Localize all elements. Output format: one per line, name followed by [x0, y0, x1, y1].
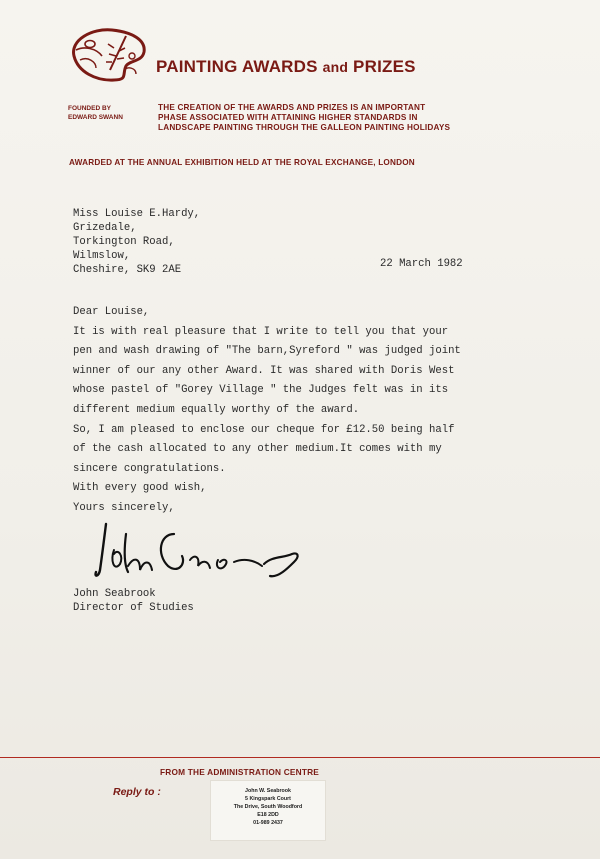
sticker-line: 5 Kingspark Court [245, 796, 291, 802]
creation-line: THE CREATION OF THE AWARDS AND PRIZES IS AN IMPORTANT [158, 103, 426, 112]
awarded-line: AWARDED AT THE ANNUAL EXHIBITION HELD AT THE ROYAL EXCHANGE, LONDON [69, 158, 415, 167]
title-main: PAINTING AWARDS [156, 57, 318, 76]
signer-name: John Seabrook [73, 588, 156, 600]
body-line: Dear Louise, [73, 306, 150, 318]
handwritten-signature [94, 520, 304, 586]
letterhead-title [156, 57, 416, 77]
closing-block [73, 587, 194, 615]
body-line: different medium equally worthy of the award. [73, 403, 360, 416]
address-line: Miss Louise E.Hardy, [73, 208, 201, 220]
address-line: Grizedale, [73, 222, 137, 234]
creation-line: PHASE ASSOCIATED WITH ATTAINING HIGHER STANDARDS IN [158, 113, 418, 122]
creation-statement [158, 103, 468, 133]
body-line: sincere congratulations. [73, 462, 226, 475]
body-line: It is with real pleasure that I write to tell you that your [73, 325, 449, 338]
letter-body [73, 303, 461, 519]
letter-date: 22 March 1982 [380, 258, 463, 270]
address-line: Torkington Road, [73, 236, 175, 248]
founded-by [68, 104, 123, 122]
sticker-line: 01-989 2437 [253, 820, 283, 826]
body-line: winner of our any other Award. It was shared with Doris West [73, 364, 455, 377]
address-line: Cheshire, SK9 2AE [73, 264, 182, 276]
palette-logo-icon [66, 26, 148, 82]
sticker-line: The Drive, South Woodford [233, 804, 303, 810]
title-end: PRIZES [353, 57, 416, 76]
body-line: With every good wish, [73, 482, 207, 495]
sticker-line: E18 2DD [257, 812, 279, 818]
body-line: of the cash allocated to any other medium.It comes with my [73, 443, 442, 456]
creation-line: LANDSCAPE PAINTING THROUGH THE GALLEON PAINTING HOLIDAYS [158, 123, 451, 132]
recipient-address [73, 207, 200, 277]
sticker-line: John W. Seabrook [245, 788, 291, 794]
founded-line: EDWARD SWANN [68, 114, 123, 121]
body-line: whose pastel of "Gorey Village " the Judges felt was in its [73, 384, 449, 397]
body-line: pen and wash drawing of "The barn,Syreford " was judged joint [73, 345, 461, 358]
body-line: Yours sincerely, [73, 501, 175, 514]
title-and: and [322, 59, 349, 75]
administration-centre-label: FROM THE ADMINISTRATION CENTRE [160, 767, 320, 777]
address-sticker [211, 781, 325, 840]
body-line: So, I am pleased to enclose our cheque for £12.50 being half [73, 423, 455, 436]
footer-divider [0, 757, 600, 758]
address-line: Wilmslow, [73, 250, 131, 262]
reply-to-label: Reply to : [113, 786, 161, 798]
signer-role: Director of Studies [73, 602, 194, 614]
founded-line: FOUNDED BY [68, 105, 111, 112]
